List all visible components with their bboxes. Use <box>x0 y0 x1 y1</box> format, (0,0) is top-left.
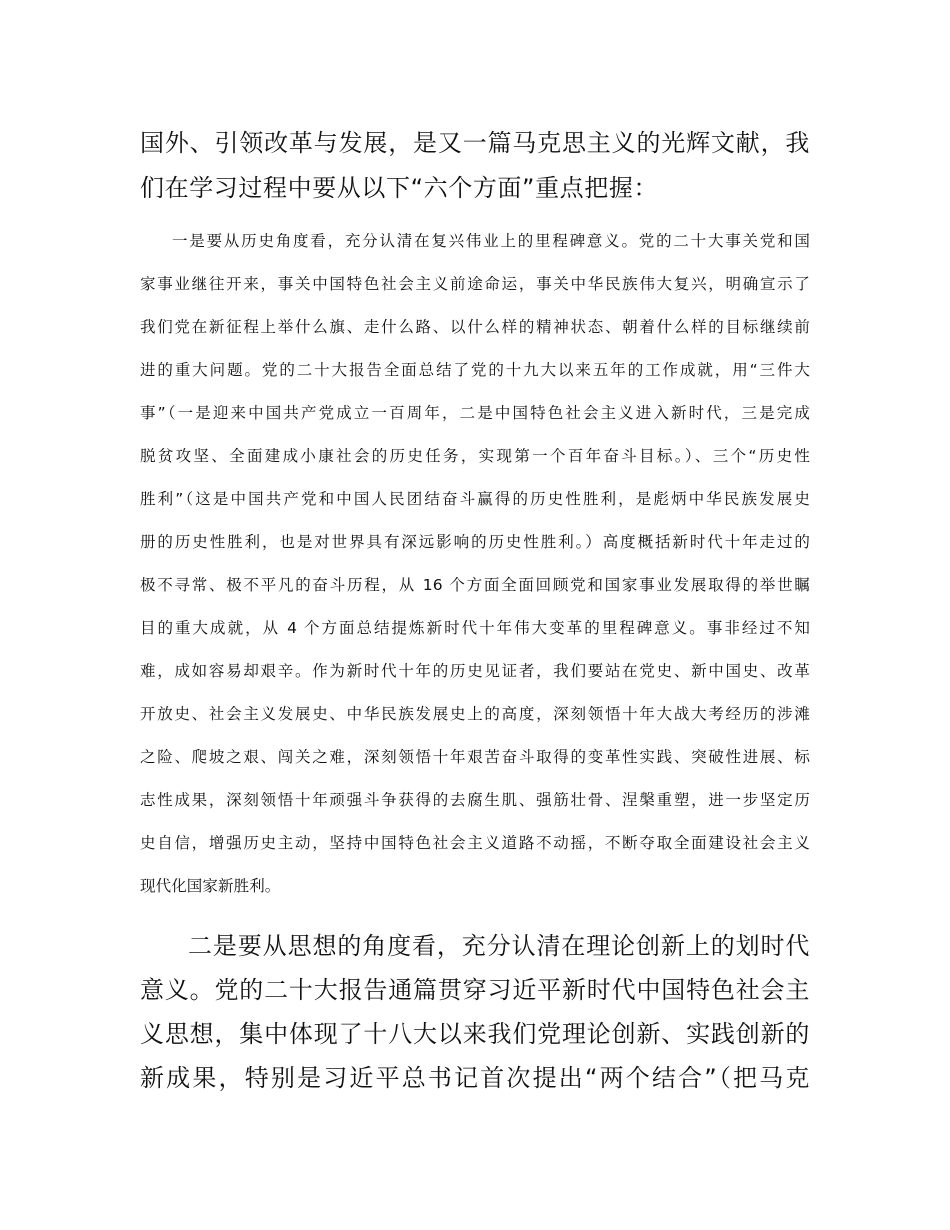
paragraph-line: 志性成果，深刻领悟十年顽强斗争获得的去腐生肌、强筋壮骨、涅槃重塑，进一步坚定历 <box>140 791 810 809</box>
paragraph-line: 目的重大成就，从 4 个方面总结提炼新时代十年伟大变革的里程碑意义。事非经过不知 <box>140 619 810 637</box>
paragraph-line: 之险、爬坡之艰、闯关之难，深刻领悟十年艰苦奋斗取得的变革性实践、突破性进展、标 <box>140 748 810 766</box>
paragraph-line: 册的历史性胜利，也是对世界具有深远影响的历史性胜利。）高度概括新时代十年走过的 <box>140 533 810 551</box>
paragraph-line: 开放史、社会主义发展史、中华民族发展史上的高度，深刻领悟十年大战大考经历的涉滩 <box>140 705 810 723</box>
intro-line: 国外、引领改革与发展，是又一篇马克思主义的光辉文献，我 <box>140 129 810 157</box>
paragraph-line: 史自信，增强历史主动，坚持中国特色社会主义道路不动摇，不断夺取全面建设社会主义 <box>140 834 810 852</box>
paragraph-line: 我们党在新征程上举什么旗、走什么路、以什么样的精神状态、朝着什么样的目标继续前 <box>140 318 810 336</box>
paragraph-line: 事”（一是迎来中国共产党成立一百周年，二是中国特色社会主义进入新时代，三是完成 <box>140 404 810 422</box>
paragraph-line: 义思想，集中体现了十八大以来我们党理论创新、实践创新的 <box>140 1020 810 1048</box>
paragraph-line: 一是要从历史角度看，充分认清在复兴伟业上的里程碑意义。党的二十大事关党和国 <box>172 232 810 250</box>
paragraph-line: 现代化国家新胜利。 <box>140 877 281 895</box>
paragraph-line: 胜利”（这是中国共产党和中国人民团结奋斗赢得的历史性胜利，是彪炳中华民族发展史 <box>140 490 810 508</box>
paragraph-line: 意义。党的二十大报告通篇贯穿习近平新时代中国特色社会主 <box>140 976 810 1004</box>
intro-line: 们在学习过程中要从以下“六个方面”重点把握： <box>140 174 659 202</box>
paragraph-line: 难，成如容易却艰辛。作为新时代十年的历史见证者，我们要站在党史、新中国史、改革 <box>140 662 810 680</box>
paragraph-line: 新成果，特别是习近平总书记首次提出“两个结合”（把马克 <box>140 1064 810 1092</box>
paragraph-line: 家事业继往开来，事关中国特色社会主义前途命运，事关中华民族伟大复兴，明确宣示了 <box>140 275 810 293</box>
paragraph-line: 二是要从思想的角度看，充分认清在理论创新上的划时代 <box>188 932 810 960</box>
paragraph-line: 极不寻常、极不平凡的奋斗历程，从 16 个方面全面回顾党和国家事业发展取得的举世瞩 <box>140 576 810 594</box>
paragraph-line: 脱贫攻坚、全面建成小康社会的历史任务，实现第一个百年奋斗目标。）、三个“历史性 <box>140 447 810 465</box>
paragraph-line: 进的重大问题。党的二十大报告全面总结了党的十九大以来五年的工作成就，用“三件大 <box>140 361 810 379</box>
